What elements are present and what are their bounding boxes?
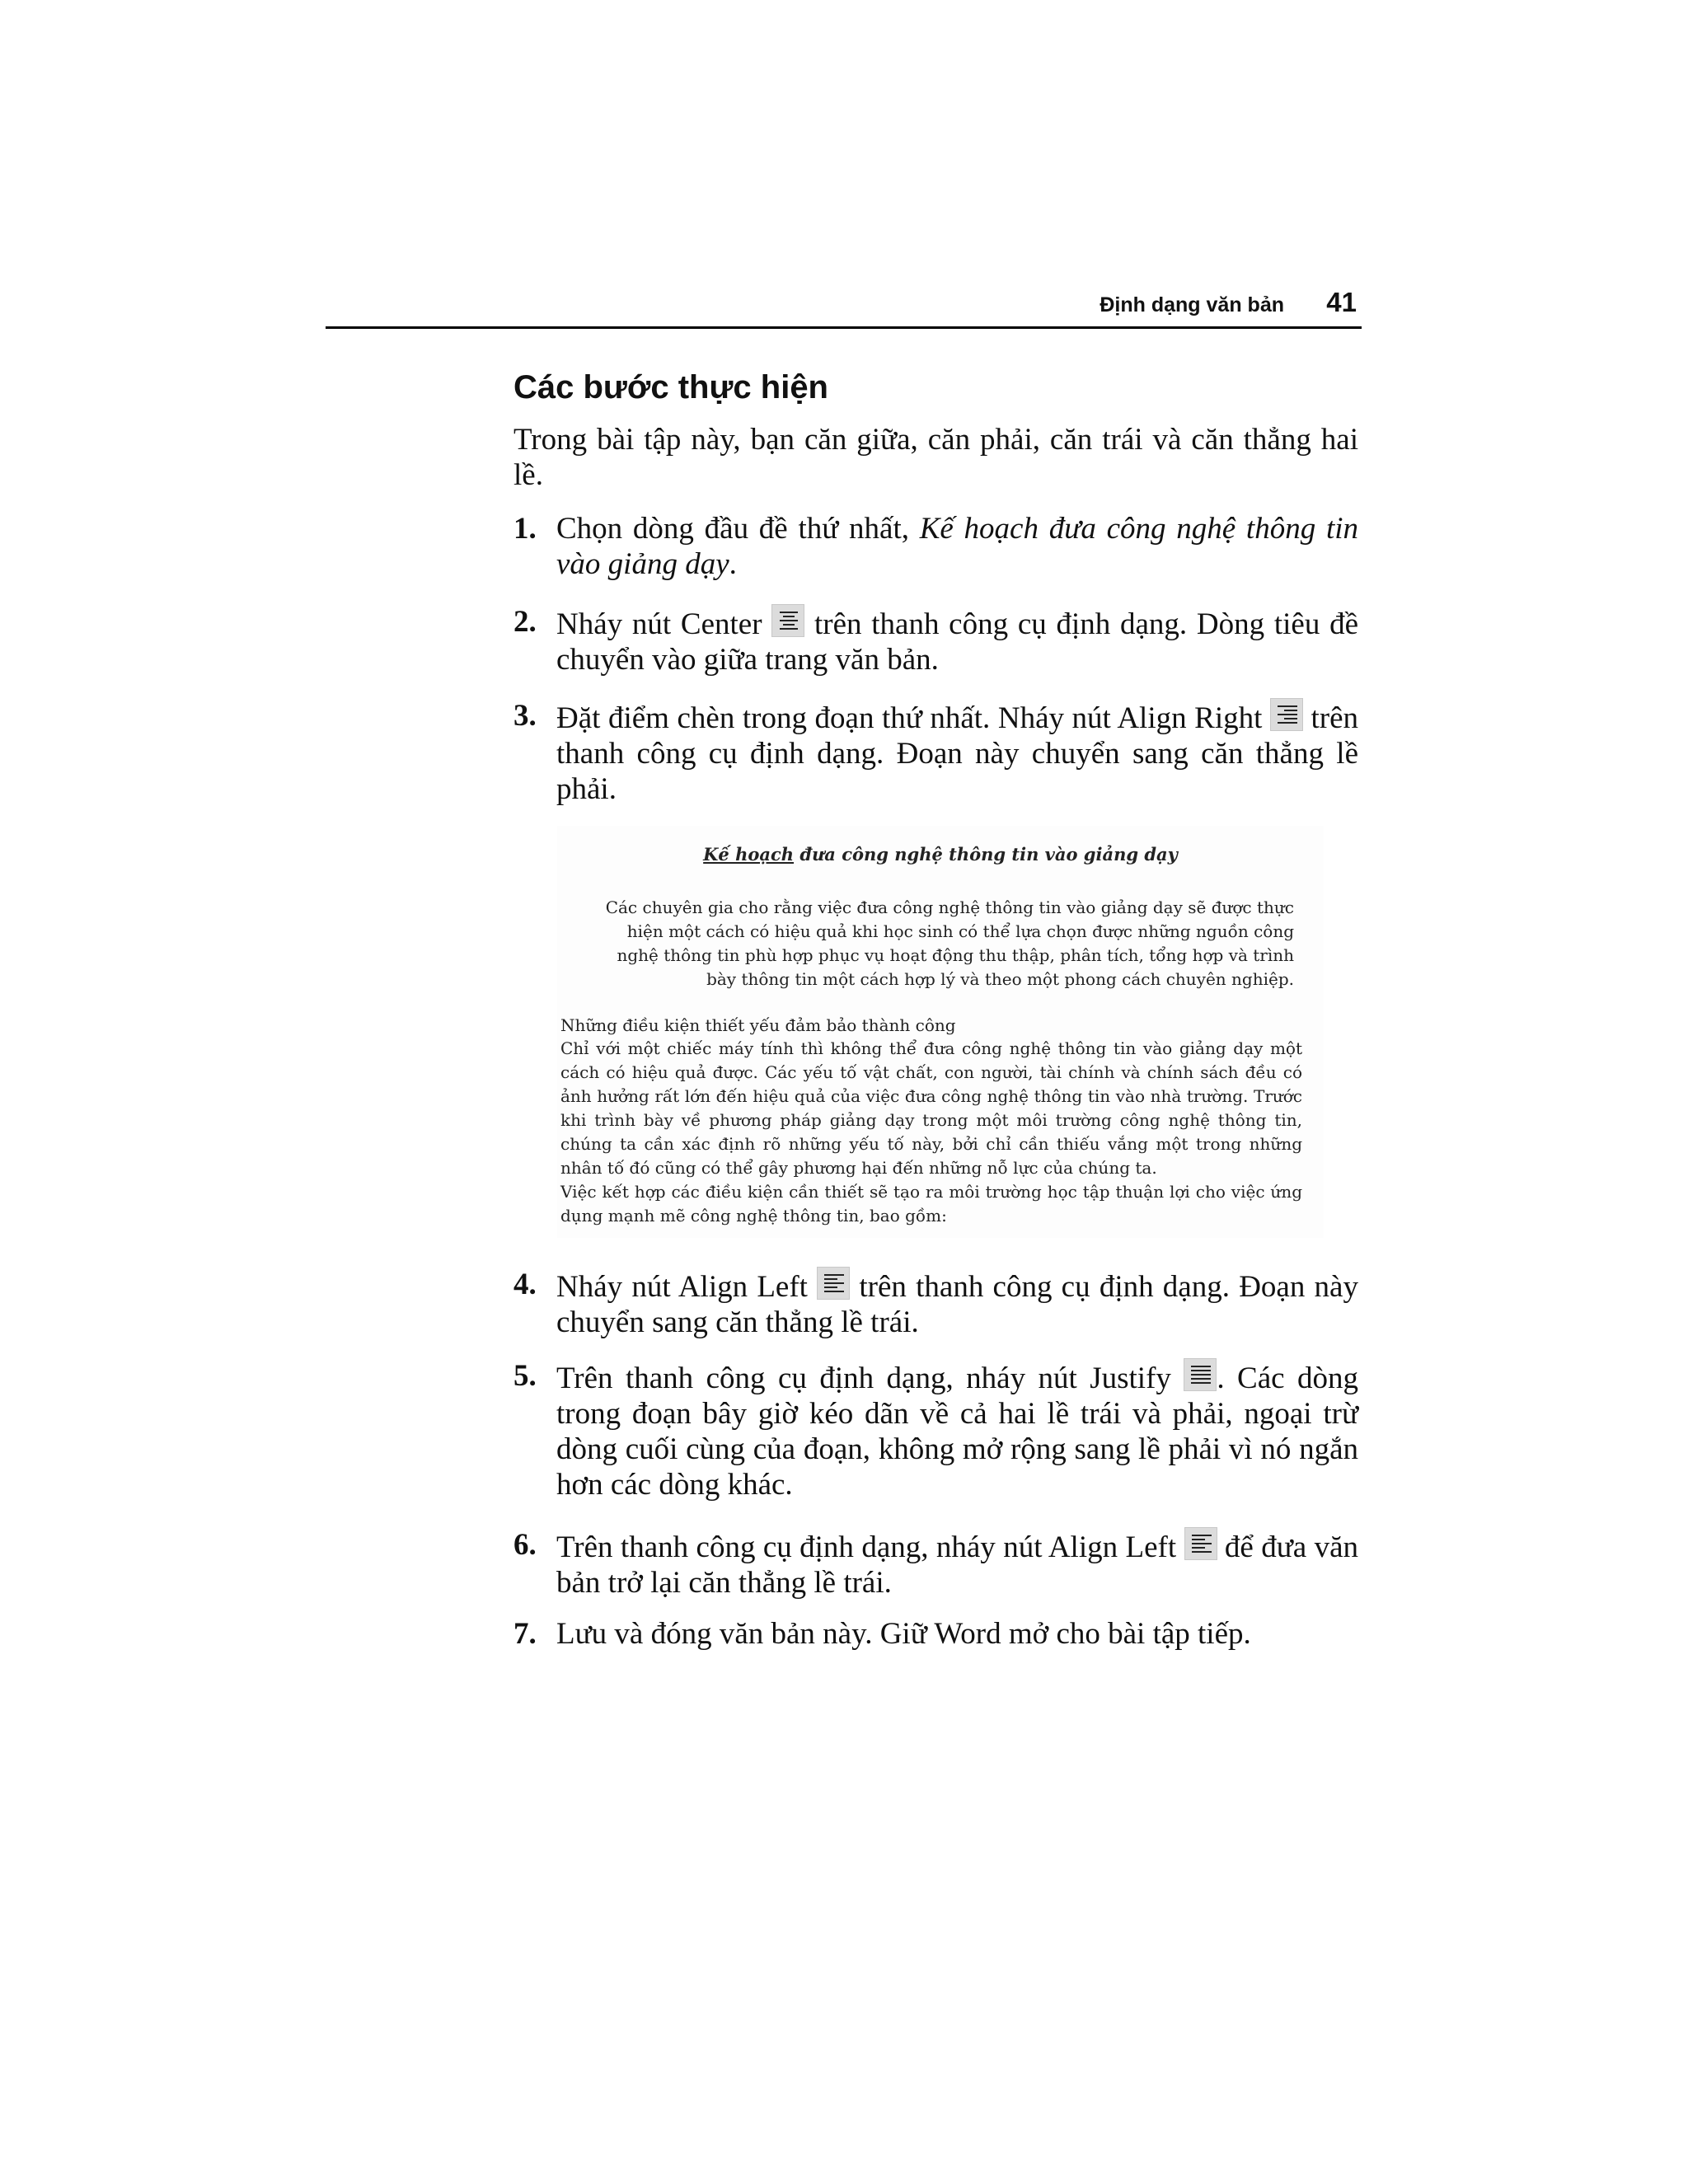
step-7 xyxy=(513,1616,1358,1652)
step-2 xyxy=(513,604,1358,677)
intro-paragraph: Trong bài tập này, bạn căn giữa, căn phải, căn trái và căn thẳng hai lề. xyxy=(513,423,1358,492)
step-number: 1. xyxy=(513,512,537,546)
step-text: Nháy nút Align Left trên thanh công cụ định dạng. Đoạn này chuyển sang căn thẳng lề trái. xyxy=(556,1267,1358,1340)
step-text: Nháy nút Center trên thanh công cụ định dạng. Dòng tiêu đề chuyển vào giữa trang văn bản. xyxy=(556,604,1358,677)
step-5 xyxy=(513,1358,1358,1502)
section-heading: Các bước thực hiện xyxy=(513,369,828,405)
step-number: 3. xyxy=(513,699,537,733)
document-screenshot xyxy=(557,826,1324,1238)
page-number: 41 xyxy=(1326,287,1357,317)
running-header xyxy=(326,287,1362,329)
align-right-icon xyxy=(1270,698,1303,731)
step-number: 7. xyxy=(513,1617,537,1651)
chapter-title: Định dạng văn bản xyxy=(1100,293,1284,316)
step-number: 2. xyxy=(513,605,537,639)
screenshot-paragraph-right: Các chuyên gia cho rằng việc đưa công nghệ thông tin vào giảng dạy sẽ được thực hiện một cách có hiệu quả khi học sinh có thể lựa chọn được những nguồn công nghệ thông tin phù hợp phục vụ hoạt động thu thập, phân tích, tổng hợp và trình bày thông tin một cách hợp lý và theo một phong cách chuyên nghiệp. xyxy=(605,898,1294,989)
step-number: 6. xyxy=(513,1528,537,1562)
step-text: Trên thanh công cụ định dạng, nháy nút Align Left để đưa văn bản trở lại căn thẳng lề trái. xyxy=(556,1527,1358,1601)
step-1 xyxy=(513,511,1358,582)
screenshot-subheading: Những điều kiện thiết yếu đảm bảo thành công xyxy=(560,1015,956,1035)
step-text: Lưu và đóng văn bản này. Giữ Word mở cho bài tập tiếp. xyxy=(556,1617,1251,1651)
document-title-ref: Kế hoạch đưa công nghệ thông tin vào giảng dạy xyxy=(556,512,1359,581)
step-6 xyxy=(513,1527,1358,1601)
step-text: Trên thanh công cụ định dạng, nháy nút Justify . Các dòng trong đoạn bây giờ kéo dãn về cả hai lề trái và phải, ngoại trừ dòng cuối cùng của đoạn, không mở rộng sang lề phải vì nó ngắn hơn các dòng khác. xyxy=(556,1358,1358,1502)
step-text: Chọn dòng đầu đề thứ nhất, Kế hoạch đưa công nghệ thông tin vào giảng dạy. xyxy=(556,512,1359,581)
screenshot-paragraph: Chỉ với một chiếc máy tính thì không thể đưa công nghệ thông tin vào giảng dạy một cách có hiệu quả được. Các yếu tố vật chất, con người, tài chính và chính sách đều có ảnh hưởng rất lớn đến hiệu quả của việc đưa công nghệ thông tin vào nhà trường. Trước khi trình bày về phương pháp giảng dạy trong một môi trường công nghệ thông tin, chúng ta cần xác định rõ những yếu tố này, bởi chỉ cần thiếu vắng một trong những nhân tố đó cũng có thể gây phương hại đến những nỗ lực của chúng ta. xyxy=(560,1038,1302,1178)
align-center-icon xyxy=(771,604,804,637)
step-4 xyxy=(513,1267,1358,1340)
screenshot-paragraph: Việc kết hợp các điều kiện cần thiết sẽ tạo ra môi trường học tập thuận lợi cho việc ứng dụng mạnh mẽ công nghệ thông tin, bao gồm: xyxy=(560,1182,1302,1226)
step-text: Đặt điểm chèn trong đoạn thứ nhất. Nháy nút Align Right trên thanh công cụ định dạng. Đoạn này chuyển sang căn thẳng lề phải. xyxy=(556,698,1358,807)
step-number: 4. xyxy=(513,1268,537,1301)
justify-icon xyxy=(1184,1358,1217,1391)
align-left-icon xyxy=(1184,1527,1217,1560)
step-number: 5. xyxy=(513,1359,537,1393)
align-left-icon xyxy=(817,1267,850,1300)
step-3 xyxy=(513,698,1358,807)
screenshot-title: Kế hoạch đưa công nghệ thông tin vào giảng dạy xyxy=(703,844,1178,865)
